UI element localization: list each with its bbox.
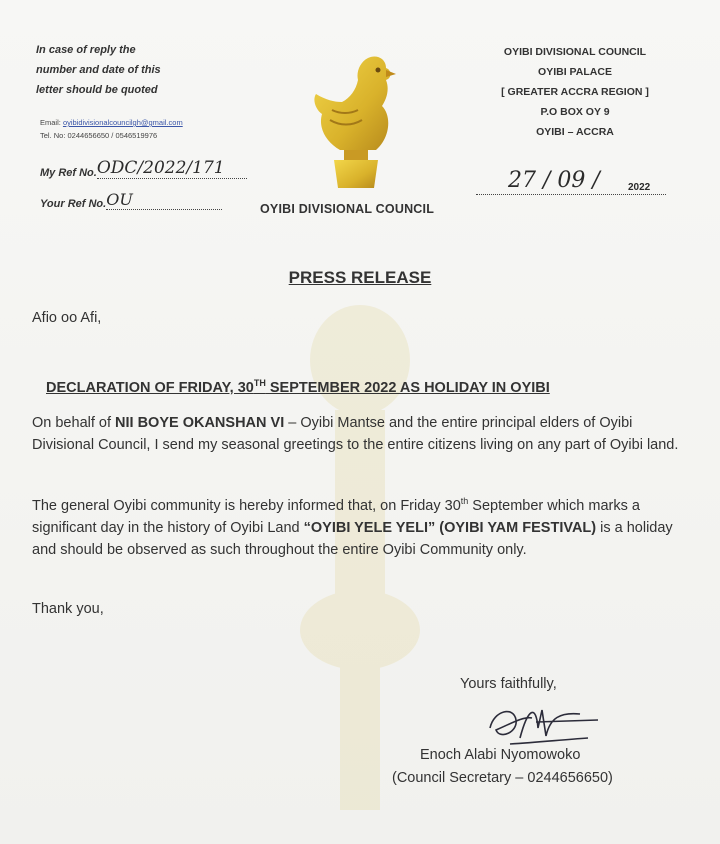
closing: Yours faithfully, [460, 676, 557, 692]
my-ref-label: My Ref No. [40, 167, 97, 179]
org-address: OYIBI DIVISIONAL COUNCIL OYIBI PALACE [ GREATER ACCRA REGION ] P.O BOX OY 9 OYIBI – ACCRA [501, 46, 649, 138]
paragraph-holiday-notice: The general Oyibi community is hereby informed that, on Friday 30th September which marks a significant day in the history of Oyibi Land “OYIBI YELE YELI” (OYIBI YAM FESTIVAL) is a holiday and should be observed as such throughout the entire Oyibi Community only. [32, 496, 673, 558]
your-ref-label: Your Ref No. [40, 198, 107, 210]
your-ref-value: OU [106, 190, 133, 209]
signature [480, 698, 600, 754]
telephone: Tel. No: 0244656650 / 0546519976 [40, 131, 158, 140]
date-handwritten: 27 / 09 / [508, 168, 600, 193]
signatory-name: Enoch Alabi Nyomowoko [420, 747, 581, 763]
thank-you: Thank you, [32, 601, 104, 617]
greeting: Afio oo Afi, [32, 310, 102, 326]
signatory-role: (Council Secretary – 0244656650) [392, 770, 613, 786]
press-release-heading: PRESS RELEASE [288, 268, 432, 287]
your-ref [40, 190, 222, 210]
paragraph-greetings: On behalf of NII BOYE OKANSHAN VI – Oyibi Mantse and the entire principal elders of Oyibi Divisional Council, I send my seasonal greetings to the entire citizens living on any part of Oyibi land. [32, 415, 679, 453]
contact-info [40, 116, 183, 142]
email-link[interactable]: oyibidivisionalcouncilgh@gmail.com [62, 118, 183, 127]
my-ref-value: ODC/2022/171 [96, 158, 225, 178]
reply-note: In case of reply the number and date of this letter should be quoted [36, 44, 161, 96]
date-year: 2022 [628, 182, 651, 193]
declaration-heading: DECLARATION OF FRIDAY, 30TH SEPTEMBER 2022 AS HOLIDAY IN OYIBI [46, 378, 550, 396]
email-label: Email: [40, 118, 61, 127]
rooster-crest-icon [306, 50, 406, 190]
my-ref [40, 158, 247, 179]
council-title: OYIBI DIVISIONAL COUNCIL [260, 202, 435, 216]
